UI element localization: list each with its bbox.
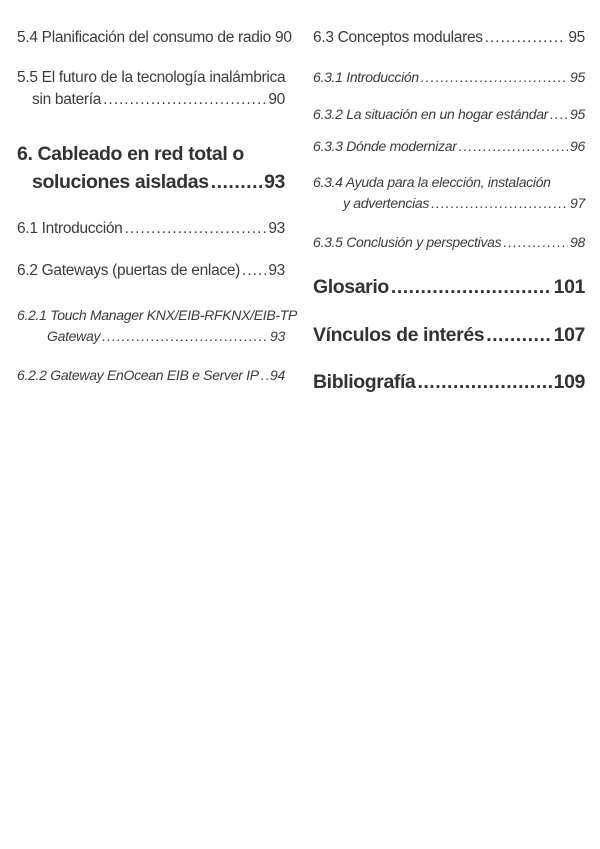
toc-chapter-title-line2: soluciones aisladas — [32, 171, 209, 193]
toc-chapter-6[interactable] — [17, 140, 285, 196]
toc-entry-6-3-5[interactable] — [313, 232, 585, 253]
toc-page-number: 109 — [553, 371, 585, 393]
toc-page-number: 93 — [268, 220, 285, 237]
toc-entry-title: 6.3.5 Conclusión y perspectivas — [313, 234, 502, 250]
dot-leader — [211, 168, 262, 196]
toc-entry-title: 6.2.2 Gateway EnOcean EIB e Server IP — [17, 367, 259, 383]
dot-leader — [503, 232, 568, 253]
toc-entry-title-line1: 6.3.4 Ayuda para la elección, instalación — [313, 174, 551, 190]
toc-entry-title: 5.4 Planificación del consumo de radio — [17, 29, 271, 46]
toc-page-number: 98 — [570, 234, 585, 250]
dot-leader — [103, 89, 266, 111]
toc-entry-title: 6.2 Gateways (puertas de enlace) — [17, 262, 241, 279]
toc-page-number: 107 — [553, 324, 585, 346]
dot-leader — [459, 136, 568, 157]
toc-entry-title: 6.3.2 La situación en un hogar estándar — [313, 106, 549, 122]
toc-chapter-title: Glosario — [313, 276, 389, 298]
toc-entry-title-line2: Gateway — [47, 328, 101, 344]
toc-entry-title: 6.3.3 Dónde modernizar — [313, 138, 457, 154]
toc-page-number: 94 — [270, 367, 285, 383]
toc-page-number: 101 — [553, 276, 585, 298]
toc-entry-6-2-1[interactable] — [17, 305, 298, 347]
toc-page-number: 90 — [275, 29, 292, 46]
dot-leader — [485, 27, 567, 49]
toc-chapter-title: Vínculos de interés — [313, 324, 485, 346]
toc-entry-title-line2: y advertencias — [343, 195, 430, 211]
toc-page-number: 95 — [568, 29, 585, 46]
dot-leader — [431, 193, 568, 214]
toc-entry-6-1[interactable] — [17, 218, 285, 240]
toc-entry-5-5[interactable] — [17, 67, 285, 111]
toc-page-number: 95 — [570, 106, 585, 122]
toc-entry-title: 6.3.1 Introducción — [313, 69, 419, 85]
toc-entry-title: 6.3 Conceptos modulares — [313, 29, 483, 46]
dot-leader — [391, 273, 552, 301]
dot-leader — [550, 104, 568, 125]
dot-leader — [261, 365, 268, 386]
toc-entry-6-2-2[interactable] — [17, 365, 285, 386]
dot-leader — [125, 218, 267, 240]
toc-entry-6-3-1[interactable] — [313, 67, 585, 88]
toc-entry-6-3[interactable] — [313, 27, 585, 49]
dot-leader — [102, 326, 268, 347]
toc-entry-title-line1: 6.2.1 Touch Manager KNX/EIB-RFKNX/EIB-TP — [17, 307, 298, 323]
dot-leader — [486, 321, 551, 349]
toc-chapter-title-line1: 6. Cableado en red total o — [17, 143, 244, 165]
toc-page-number: 93 — [268, 262, 285, 279]
toc-entry-6-2[interactable] — [17, 260, 285, 282]
toc-entry-title-line1: 5.5 El futuro de la tecnología inalámbrica — [17, 69, 286, 86]
toc-entry-6-3-4[interactable] — [313, 172, 585, 214]
toc-entry-6-3-2[interactable] — [313, 104, 585, 125]
dot-leader — [421, 67, 568, 88]
dot-leader — [417, 368, 551, 396]
toc-page-number: 90 — [268, 91, 285, 108]
toc-page-number: 93 — [270, 328, 285, 344]
toc-entry-title: 6.1 Introducción — [17, 220, 123, 237]
toc-entry-6-3-3[interactable] — [313, 136, 585, 157]
toc-page-number: 96 — [570, 138, 585, 154]
toc-page-number: 95 — [570, 69, 585, 85]
toc-bibliography[interactable] — [313, 368, 585, 396]
toc-entry-title-line2: sin batería — [32, 91, 102, 108]
dot-leader — [242, 260, 266, 282]
toc-entry-5-4[interactable] — [17, 27, 292, 49]
toc-page-number: 97 — [570, 195, 585, 211]
toc-chapter-title: Bibliografía — [313, 371, 416, 393]
toc-glossary[interactable] — [313, 273, 585, 301]
toc-page-number: 93 — [264, 171, 285, 193]
toc-links-of-interest[interactable] — [313, 321, 585, 349]
